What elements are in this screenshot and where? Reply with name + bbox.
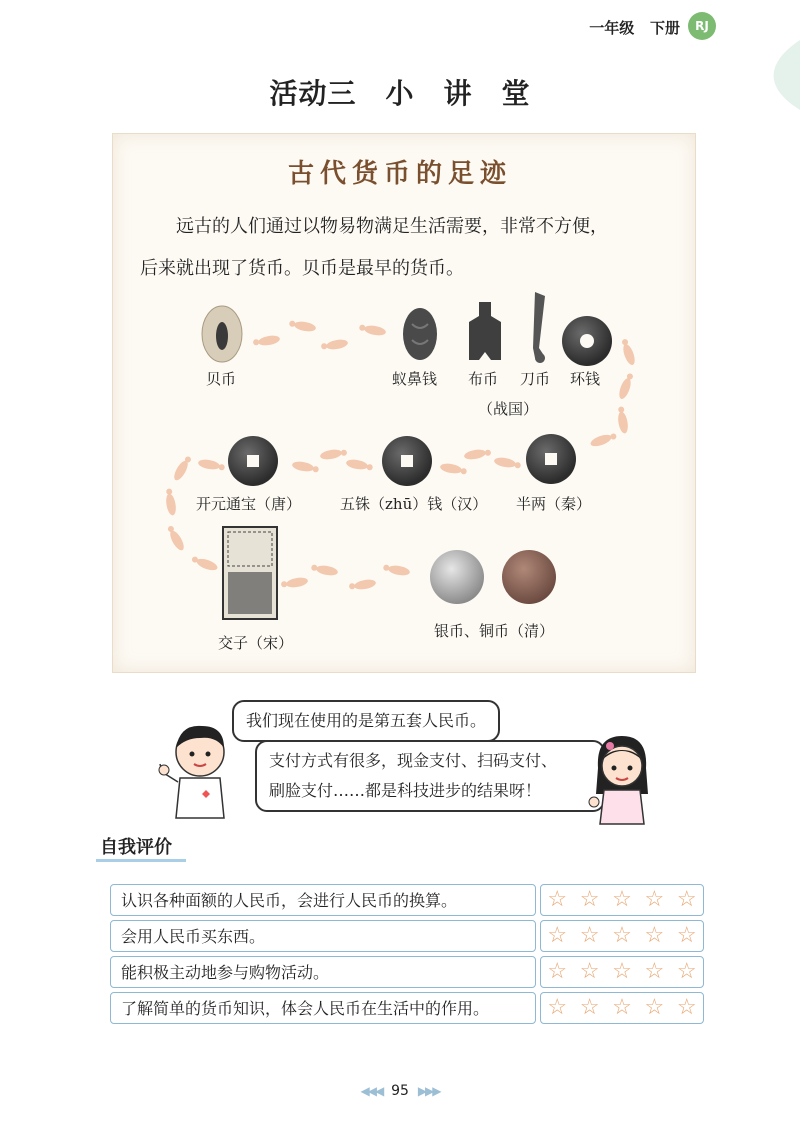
star-rating[interactable] <box>540 884 704 916</box>
eval-row-text: 了解简单的货币知识，体会人民币在生活中的作用。 <box>110 992 536 1024</box>
eval-row <box>110 956 704 988</box>
article-intro <box>140 206 680 290</box>
star-rating[interactable] <box>540 920 704 952</box>
label-knife: 刀币 <box>520 370 551 388</box>
label-silver-copper: 银币、铜币（清） <box>434 622 555 640</box>
star-icon[interactable]: ☆ <box>579 887 600 912</box>
girl-line-1: 支付方式有很多，现金支付、扫码支付、 <box>269 751 558 770</box>
wuzhu-coin-icon <box>382 436 432 486</box>
eval-row <box>110 992 704 1024</box>
star-icon[interactable]: ☆ <box>579 959 600 984</box>
label-banliang: 半两（秦） <box>516 495 592 513</box>
star-icon[interactable]: ☆ <box>547 959 568 984</box>
label-jiaozi: 交子（宋） <box>218 634 294 652</box>
knife-coin-icon <box>525 292 551 364</box>
star-icon[interactable]: ☆ <box>612 887 632 912</box>
article-title: 古代货币的足迹 <box>287 159 512 189</box>
star-icon[interactable]: ☆ <box>579 995 600 1020</box>
label-spade: 布币 <box>468 370 499 388</box>
star-icon[interactable]: ☆ <box>547 923 568 948</box>
prev-arrows-icon: ◀◀◀ <box>360 1084 383 1098</box>
next-arrows-icon: ▶▶▶ <box>417 1084 440 1098</box>
self-eval-heading: 自我评价 <box>100 837 172 858</box>
ring-coin-icon <box>562 316 612 366</box>
star-icon[interactable]: ☆ <box>676 923 697 948</box>
star-icon[interactable]: ☆ <box>676 887 697 912</box>
label-ring: 环钱 <box>570 370 601 388</box>
self-eval-underline <box>96 859 186 862</box>
star-icon[interactable]: ☆ <box>644 995 665 1020</box>
star-icon[interactable]: ☆ <box>676 959 697 984</box>
ant-nose-coin-icon <box>400 306 440 362</box>
girl-avatar-icon <box>586 728 658 826</box>
label-wuzhu: 五铢（zhū）钱（汉） <box>340 495 488 513</box>
intro-line-1: 远古的人们通过以物易物满足生活需要，非常不方便， <box>176 216 608 237</box>
copper-coin-icon <box>502 550 556 604</box>
star-icon[interactable]: ☆ <box>644 887 665 912</box>
page-number: 95 <box>391 1083 409 1099</box>
boy-speech-bubble: 我们现在使用的是第五套人民币。 <box>232 700 500 742</box>
shell-coin-icon <box>200 304 244 364</box>
page-title: 活动三 小 讲 堂 <box>269 77 531 110</box>
star-icon[interactable]: ☆ <box>579 923 600 948</box>
jiaozi-note-icon <box>222 526 278 620</box>
star-rating[interactable] <box>540 992 704 1024</box>
label-ant-nose: 蚁鼻钱 <box>392 370 438 388</box>
banliang-coin-icon <box>526 434 576 484</box>
label-kaiyuan: 开元通宝（唐） <box>196 495 302 513</box>
publisher-badge: RJ <box>688 12 716 40</box>
star-icon[interactable]: ☆ <box>612 959 632 984</box>
intro-line-2: 后来就出现了货币。贝币是最早的货币。 <box>140 258 464 279</box>
girl-speech-bubble <box>255 740 605 812</box>
star-rating[interactable] <box>540 956 704 988</box>
eval-row-text: 会用人民币买东西。 <box>110 920 536 952</box>
kaiyuan-coin-icon <box>228 436 278 486</box>
star-icon[interactable]: ☆ <box>644 959 665 984</box>
star-icon[interactable]: ☆ <box>547 995 568 1020</box>
silver-coin-icon <box>430 550 484 604</box>
star-icon[interactable]: ☆ <box>676 995 697 1020</box>
star-icon[interactable]: ☆ <box>612 923 632 948</box>
spade-coin-icon <box>465 302 505 364</box>
star-icon[interactable]: ☆ <box>547 887 568 912</box>
star-icon[interactable]: ☆ <box>612 995 632 1020</box>
label-warring-states: （战国） <box>478 400 539 418</box>
eval-row <box>110 920 704 952</box>
boy-avatar-icon <box>158 718 236 822</box>
eval-row-text: 能积极主动地参与购物活动。 <box>110 956 536 988</box>
girl-line-2: 刷脸支付……都是科技进步的结果呀！ <box>269 781 542 800</box>
star-icon[interactable]: ☆ <box>644 923 665 948</box>
eval-row <box>110 884 704 916</box>
grade-label: 一年级 下册 <box>589 19 680 37</box>
page-footer <box>0 1083 800 1099</box>
label-shell: 贝币 <box>206 370 237 388</box>
eval-row-text: 认识各种面额的人民币，会进行人民币的换算。 <box>110 884 536 916</box>
